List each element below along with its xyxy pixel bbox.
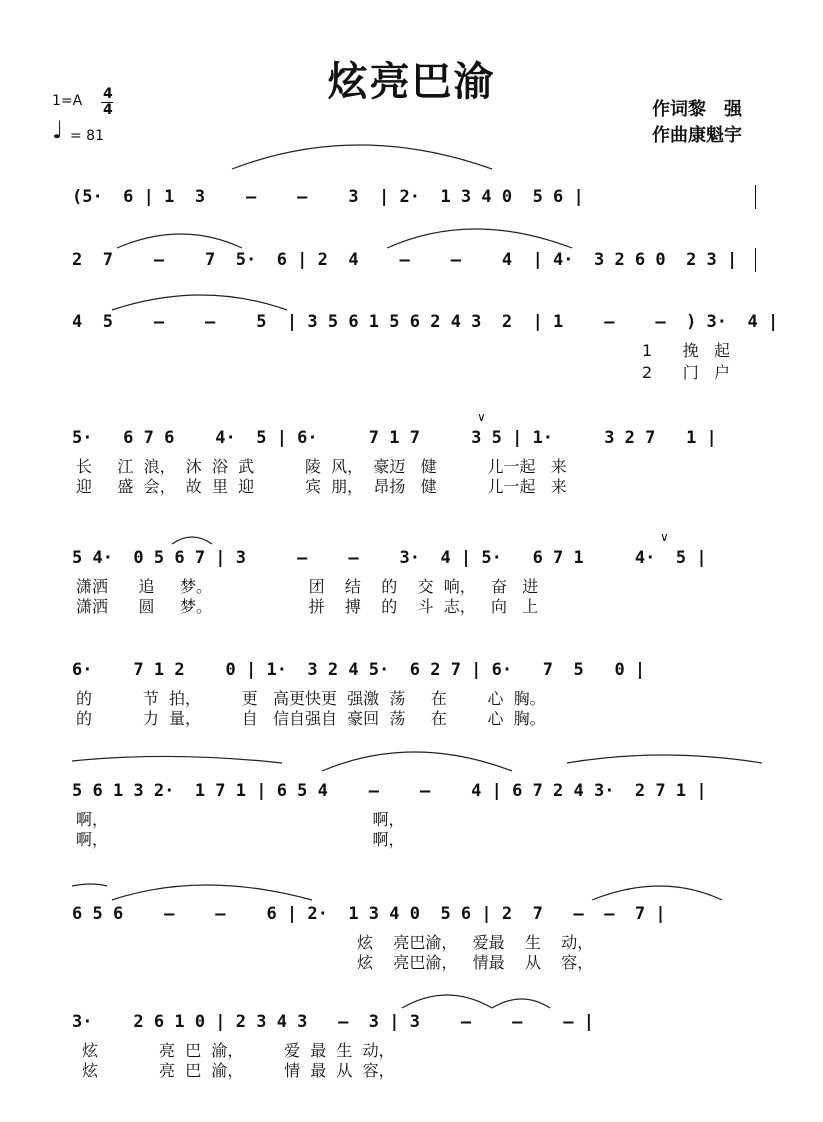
- song-title: 炫亮巴渝: [327, 59, 496, 105]
- slur-line-9: [72, 972, 762, 1012]
- quarter-note-icon: ♩: [52, 116, 64, 144]
- key-signature: 1=A: [52, 93, 83, 109]
- lyric-verse-1: 啊， 啊，: [76, 810, 405, 829]
- lyric-verse-2: 的 力 量， 自 信自强自 豪回 荡 在 心 胸。: [76, 709, 546, 728]
- notation-line-1: (5· 6 | 1 3 — — 3 | 2· 1 3 4 0 5 6 |: [72, 187, 584, 207]
- notation-line-2: 2 7 — 7 5· 6 | 2 4 — — 4 | 4· 3 2 6 0 2 3 |: [72, 250, 738, 270]
- time-signature-bottom: 4: [103, 102, 113, 118]
- notation-line-9: 3· 2 6 1 0 | 2 3 4 3 — 3 | 3 — — — |: [72, 1012, 594, 1032]
- slur-line-1: [72, 147, 762, 187]
- lyric-verse-2: 2 门 户: [642, 363, 730, 382]
- slur-line-8: [72, 864, 762, 904]
- slur-line-5: [72, 508, 762, 548]
- slur-line-3: [72, 272, 762, 312]
- lyricist-credit: 作词黎 强: [652, 99, 742, 120]
- notation-line-8: 6 5 6 — — 6 | 2· 1 3 4 0 5 6 | 2 7 — — 7 |: [72, 904, 666, 924]
- slur-line-2: [72, 210, 762, 250]
- slur-line-7: [72, 741, 762, 781]
- time-signature-top: 4: [103, 86, 113, 102]
- notation-line-3: 4 5 — — 5 | 3 5 6 1 5 6 2 4 3 2 | 1 — — ) 3· 4 |: [72, 312, 779, 332]
- lyric-verse-1: 炫 亮 巴 渝， 爱 最 生 动，: [82, 1041, 395, 1060]
- lyric-verse-2: 炫 亮 巴 渝， 情 最 从 容，: [82, 1061, 395, 1080]
- tempo-marking: = 81: [70, 128, 104, 144]
- notation-line-7: 5 6 1 3 2· 1 7 1 | 6 5 4 — — 4 | 6 7 2 4 3· 2 7 1 |: [72, 781, 707, 801]
- notation-line-6: 6· 7 1 2 0 | 1· 3 2 4 5· 6 2 7 | 6· 7 5 0 |: [72, 660, 646, 680]
- end-barline: [755, 185, 756, 209]
- lyric-verse-2: 迎 盛 会， 故 里 迎 宾 朋， 昂扬 健 儿一起 来: [76, 477, 567, 496]
- notation-line-4: 5· 6 7 6 4· 5 | 6· 7 1 7 3 5 | 1· 3 2 7 1 |: [72, 428, 717, 448]
- lyric-verse-2: 啊， 啊，: [76, 830, 405, 849]
- lyric-verse-2: 潇洒 圆 梦。 拼 搏 的 斗 志， 向 上: [76, 597, 539, 616]
- end-barline: [755, 248, 756, 272]
- breath-mark: ∨: [477, 410, 486, 424]
- lyric-verse-1: 炫 亮巴渝， 爱最 生 动，: [357, 933, 594, 952]
- lyric-verse-1: 1 挽 起: [642, 341, 730, 360]
- lyric-verse-1: 的 节 拍， 更 高更快更 强激 荡 在 心 胸。: [76, 689, 546, 708]
- lyric-verse-1: 潇洒 追 梦。 团 结 的 交 响， 奋 进: [76, 577, 539, 596]
- breath-mark: ∨: [660, 530, 669, 544]
- composer-credit: 作曲康魁宇: [652, 125, 742, 146]
- notation-line-5: 5 4· 0 5 6 7 | 3 — — 3· 4 | 5· 6 7 1 4· 5 |: [72, 548, 707, 568]
- lyric-verse-1: 长 江 浪， 沐 浴 武 陵 风， 豪迈 健 儿一起 来: [76, 457, 567, 476]
- lyric-verse-2: 炫 亮巴渝， 情最 从 容，: [357, 953, 594, 972]
